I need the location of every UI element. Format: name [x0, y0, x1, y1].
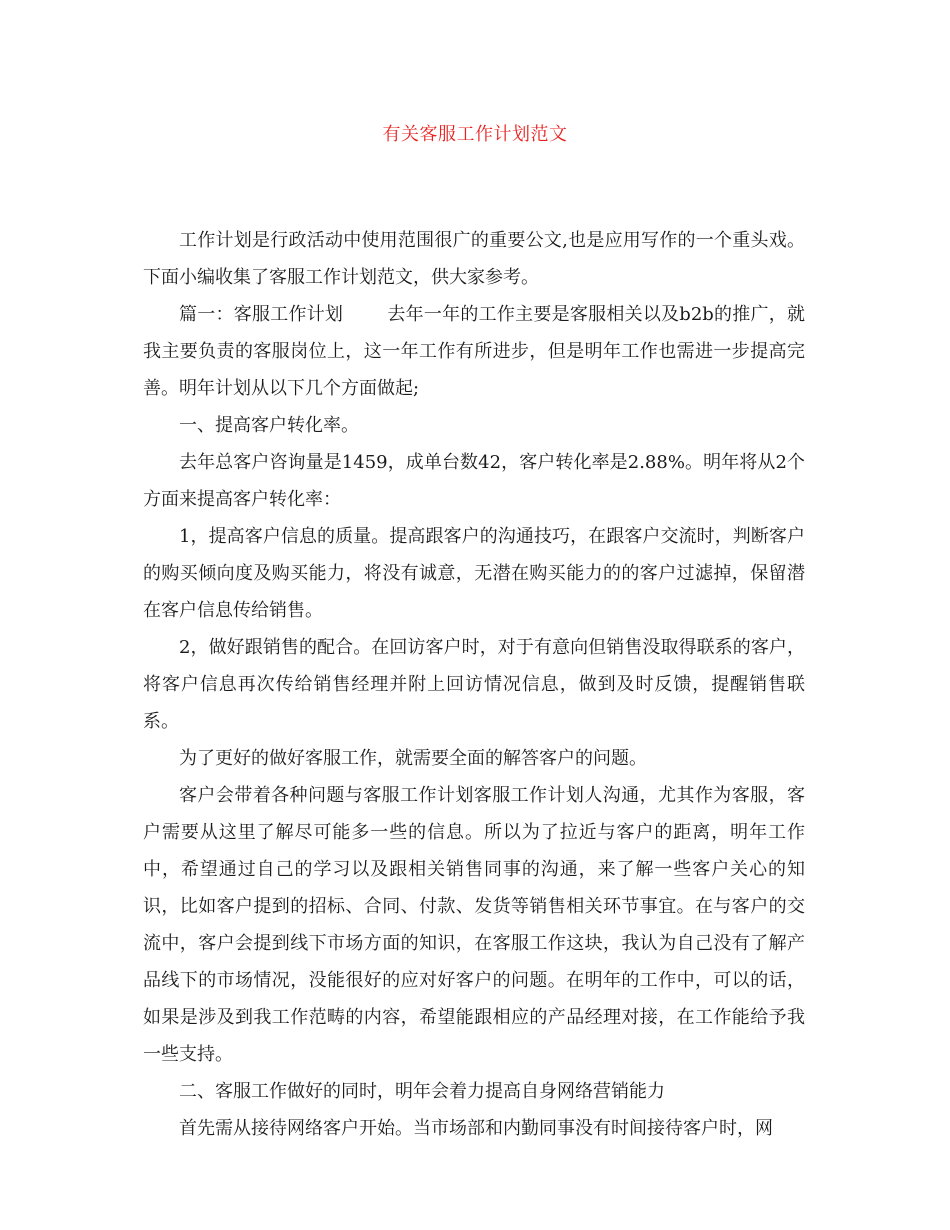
paragraph-point-one: 1，提高客户信息的质量。提高跟客户的沟通技巧，在跟客户交流时，判断客户的购买倾向度及购买能力，将没有诚意，无潜在购买能力的的客户过滤掉，保留潜在客户信息传给销售。: [143, 526, 805, 621]
document-body: [143, 222, 805, 1147]
section-label: 篇一：客服工作计划: [179, 304, 344, 325]
paragraph-conversion-stats: 去年总客户咨询量是1459，成单台数42，客户转化率是2.88%。明年将从2个方面来提高客户转化率：: [143, 452, 806, 510]
paragraph-section-one: [143, 296, 805, 407]
heading-network-marketing: 二、客服工作做好的同时，明年会着力提高自身网络营销能力: [179, 1081, 665, 1102]
paragraph-customer-communication: 客户会带着各种问题与客服工作计划客服工作计划人沟通，尤其作为客服，客户需要从这里了解尽可能多一些的信息。所以为了拉近与客户的距离，明年工作中，希望通过自己的学习以及跟相关销售同事的沟通，来了解一些客户关心的知识，比如客户提到的招标、合同、付款、发货等销售相关环节事宜。在与客户的交流中，客户会提到线下市场方面的知识，在客服工作这块，我认为自己没有了解产品线下的市场情况，没能很好的应对好客户的问题。在明年的工作中，可以的话，如果是涉及到我工作范畴的内容，希望能跟相应的产品经理对接，在工作能给予我一些支持。: [143, 785, 805, 1065]
paragraph-point-two: 2，做好跟销售的配合。在回访客户时，对于有意向但销售没取得联系的客户，将客户信息再次传给销售经理并附上回访情况信息，做到及时反馈，提醒销售联系。: [143, 637, 805, 732]
paragraph-answer-questions: 为了更好的做好客服工作，就需要全面的解答客户的问题。: [179, 748, 647, 769]
document-title: 有关客服工作计划范文: [382, 124, 568, 145]
heading-conversion-rate: 一、提高客户转化率。: [179, 415, 359, 436]
paragraph-intro: 工作计划是行政活动中使用范围很广的重要公文,也是应用写作的一个重头戏。下面小编收集了客服工作计划范文，供大家参考。: [143, 230, 805, 288]
section-one-text: 去年一年的工作主要是客服相关以及b2b的推广，就我主要负责的客服岗位上，这一年工作有所进步，但是明年工作也需进一步提高完善。明年计划从以下几个方面做起;: [143, 304, 806, 399]
paragraph-network-customers: 首先需从接待网络客户开始。当市场部和内勤同事没有时间接待客户时，网: [179, 1118, 773, 1139]
